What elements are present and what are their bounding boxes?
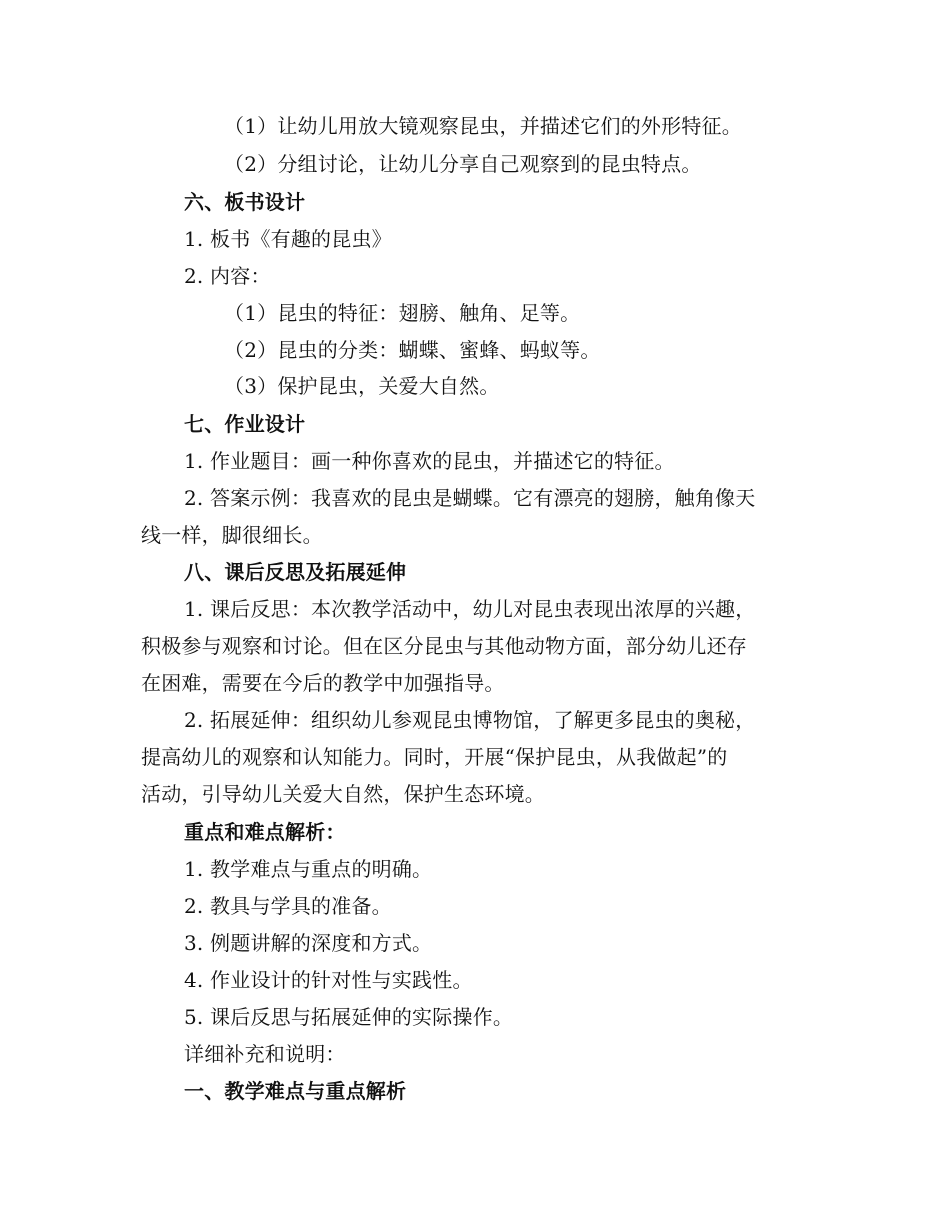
section7-item2-line1: 2. 答案示例：我喜欢的昆虫是蝴蝶。它有漂亮的翅膀，触角像天 <box>184 486 756 510</box>
section6-sub3: （3）保护昆虫，关爱大自然。 <box>224 374 500 398</box>
section6-item2: 2. 内容： <box>184 264 271 288</box>
section8-item1-line3: 在困难，需要在今后的教学中加强指导。 <box>141 671 505 695</box>
section5-item1: （1）让幼儿用放大镜观察昆虫，并描述它们的外形特征。 <box>224 114 742 138</box>
section8-item2-line2: 提高幼儿的观察和认知能力。同时，开展“保护昆虫，从我做起”的 <box>141 745 728 769</box>
keypoints-heading: 重点和难点解析： <box>184 820 346 844</box>
section7-heading: 七、作业设计 <box>184 412 306 436</box>
keypoints-item3: 3. 例题讲解的深度和方式。 <box>184 931 433 955</box>
keypoints-item4: 4. 作业设计的针对性与实践性。 <box>184 968 473 992</box>
keypoints-item2: 2. 教具与学具的准备。 <box>184 894 392 918</box>
section6-heading: 六、板书设计 <box>184 190 306 214</box>
section6-sub2: （2）昆虫的分类：蝴蝶、蜜蜂、蚂蚁等。 <box>224 338 601 362</box>
section5-item2: （2）分组讨论，让幼儿分享自己观察到的昆虫特点。 <box>224 152 702 176</box>
keypoints-item1: 1. 教学难点与重点的明确。 <box>184 857 433 881</box>
section8-item2-line3: 活动，引导幼儿关爱大自然，保护生态环境。 <box>141 782 545 806</box>
section8-item2-line1: 2. 拓展延伸：组织幼儿参观昆虫博物馆，了解更多昆虫的奥秘， <box>184 708 756 732</box>
section6-item1: 1. 板书《有趣的昆虫》 <box>184 227 392 251</box>
section8-item1-line1: 1. 课后反思：本次教学活动中，幼儿对昆虫表现出浓厚的兴趣， <box>184 597 756 621</box>
section8-heading: 八、课后反思及拓展延伸 <box>184 560 407 584</box>
supplement-heading: 一、教学难点与重点解析 <box>184 1079 407 1103</box>
keypoints-item5: 5. 课后反思与拓展延伸的实际操作。 <box>184 1005 514 1029</box>
section7-item2-line2: 线一样，脚很细长。 <box>141 523 323 547</box>
section7-item1: 1. 作业题目：画一种你喜欢的昆虫，并描述它的特征。 <box>184 449 675 473</box>
supplement-label: 详细补充和说明： <box>184 1042 346 1066</box>
section8-item1-line2: 积极参与观察和讨论。但在区分昆虫与其他动物方面，部分幼儿还存 <box>141 634 747 658</box>
section6-sub1: （1）昆虫的特征：翅膀、触角、足等。 <box>224 301 581 325</box>
